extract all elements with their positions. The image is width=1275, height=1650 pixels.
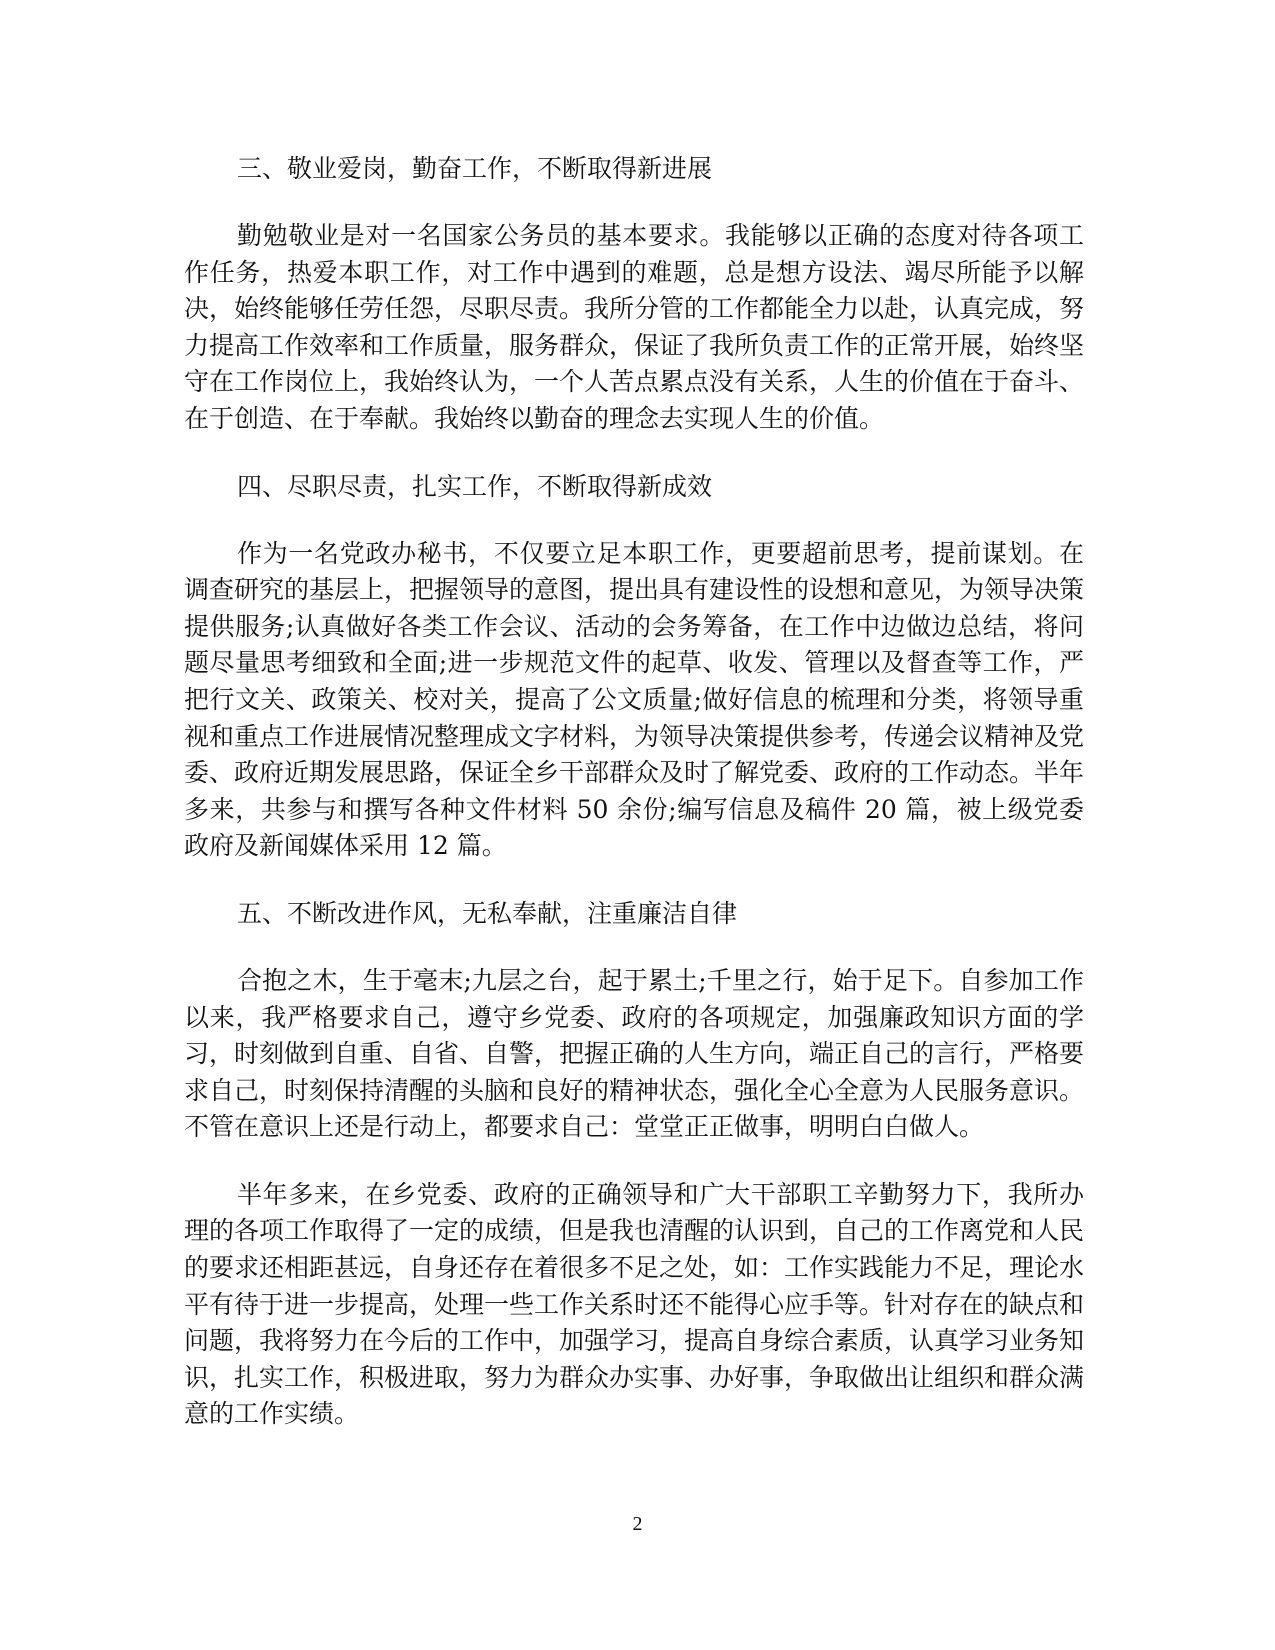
page-number: 2 — [632, 1513, 643, 1535]
section-paragraph: 作为一名党政办秘书，不仅要立足本职工作，更要超前思考，提前谋划。在调查研究的基层上，把握领导的意图，提出具有建设性的设想和意见，为领导决策提供服务;认真做好各类工作会议、活动的会务筹备，在工作中边做边总结，将问题尽量思考细致和全面;进一步规范文件的起草、收发、管理以及督查等工作，严把行文关、政策关、校对关，提高了公文质量;做好信息的梳理和分类，将领导重视和重点工作进展情况整理成文字材料，为领导决策提供参考，传递会议精神及党委、政府近期发展思路，保证全乡干部群众及时了解党委、政府的工作动态。半年多来，共参与和撰写各种文件材料 50 余份;编写信息及稿件 20 篇，被上级党委政府及新闻媒体采用 12 篇。 — [184, 538, 1085, 861]
section-heading: 五、不断改进作风，无私奉献，注重廉洁自律 — [237, 898, 738, 928]
section-heading: 三、敬业爱岗，勤奋工作，不断取得新进展 — [237, 154, 713, 183]
section-5 — [184, 896, 1084, 1433]
section-paragraph: 合抱之木，生于毫末;九层之台，起于累土;千里之行，始于足下。自参加工作以来，我严格要求自己，遵守乡党委、政府的各项规定，加强廉政知识方面的学习，时刻做到自重、自省、自警，把握正确的人生方向，端正自己的言行，严格要求自己，时刻保持清醒的头脑和良好的精神状态，强化全心全意为人民服务意识。不管在意识上还是行动上，都要求自己：堂堂正正做事，明明白白做人。 — [184, 965, 1085, 1142]
section-paragraph: 半年多来，在乡党委、政府的正确领导和广大干部职工辛勤努力下，我所办理的各项工作取得了一定的成绩，但是我也清醒的认识到，自己的工作离党和人民的要求还相距甚远，自身还存在着很多不足之处，如：工作实践能力不足，理论水平有待于进一步提高，处理一些工作关系时还不能得心应手等。针对存在的缺点和问题，我将努力在今后的工作中，加强学习，提高自身综合素质，认真学习业务知识，扎实工作，积极进取，努力为群众办实事、办好事，争取做出让组织和群众满意的工作实绩。 — [184, 1179, 1085, 1429]
document-page — [184, 134, 1084, 1464]
section-paragraph: 勤勉敬业是对一名国家公务员的基本要求。我能够以正确的态度对待各项工作任务，热爱本职工作，对工作中遇到的难题，总是想方设法、竭尽所能予以解决，始终能够任劳任怨，尽职尽责。我所分管的工作都能全力以赴，认真完成，努力提高工作效率和工作质量，服务群众，保证了我所负责工作的正常开展，始终坚守在工作岗位上，我始终认为，一个人苦点累点没有关系，人生的价值在于奋斗、在于创造、在于奉献。我始终以勤奋的理念去实现人生的价值。 — [184, 221, 1085, 433]
section-3 — [184, 151, 1084, 438]
section-4 — [184, 469, 1084, 865]
section-heading: 四、尽职尽责，扎实工作，不断取得新成效 — [237, 471, 713, 501]
